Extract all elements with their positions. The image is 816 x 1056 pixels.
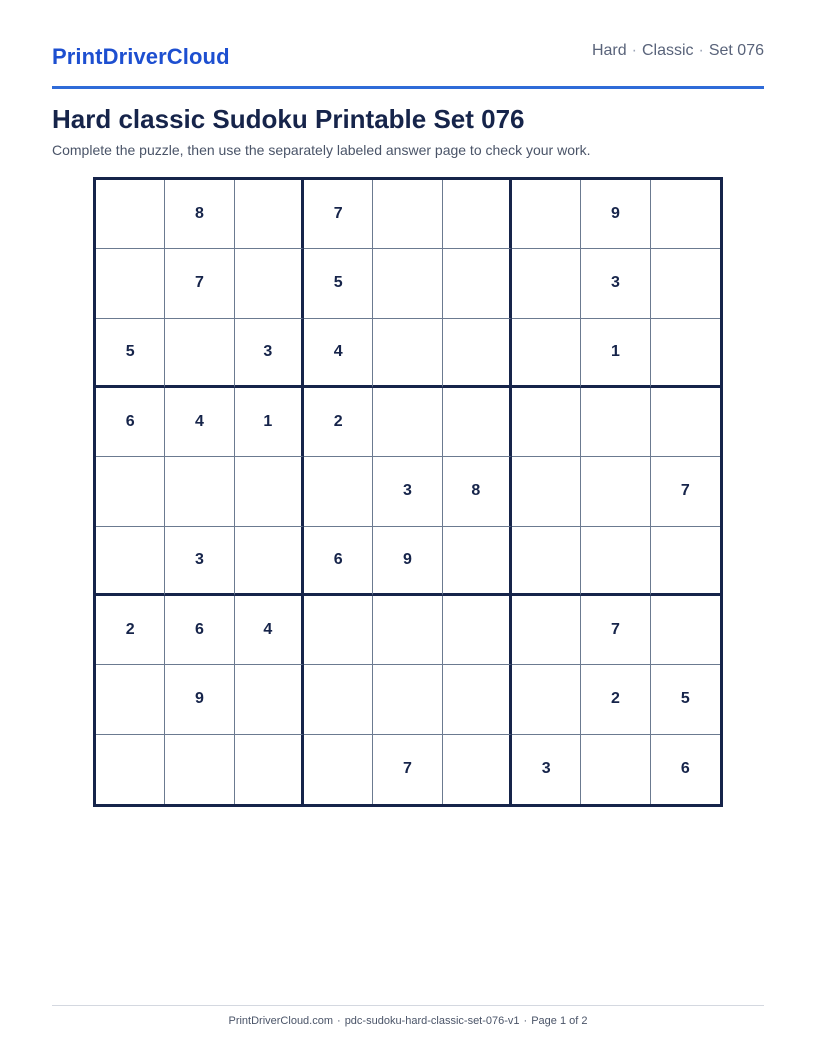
sudoku-cell [235, 665, 304, 734]
sudoku-cell [96, 249, 165, 318]
sudoku-cell: 1 [235, 388, 304, 457]
sudoku-cell: 6 [304, 527, 373, 596]
sudoku-cell [235, 735, 304, 804]
sudoku-cell: 3 [512, 735, 581, 804]
sudoku-cell [443, 596, 512, 665]
sudoku-cell [512, 527, 581, 596]
sudoku-cell [443, 319, 512, 388]
sudoku-cell [651, 388, 720, 457]
sudoku-cell: 7 [165, 249, 234, 318]
crumb-separator: · [698, 42, 704, 59]
footer-page-number: Page 1 of 2 [531, 1015, 588, 1027]
sudoku-cell [96, 527, 165, 596]
sudoku-cell [581, 735, 650, 804]
sudoku-cell [304, 665, 373, 734]
sudoku-cell: 9 [581, 180, 650, 249]
sudoku-cell: 5 [304, 249, 373, 318]
sudoku-cell [304, 596, 373, 665]
brand-logo-text: PrintDriverCloud [52, 44, 230, 69]
sudoku-cell [512, 180, 581, 249]
sudoku-cell: 2 [304, 388, 373, 457]
sudoku-cell: 5 [651, 665, 720, 734]
sudoku-cell: 6 [165, 596, 234, 665]
sudoku-cell [443, 735, 512, 804]
sudoku-cell [651, 596, 720, 665]
sudoku-cell: 3 [165, 527, 234, 596]
sudoku-cell: 4 [304, 319, 373, 388]
page-title: Hard classic Sudoku Printable Set 076 [52, 104, 525, 134]
sudoku-cell [512, 596, 581, 665]
sudoku-cell [443, 180, 512, 249]
sudoku-cell [443, 665, 512, 734]
sudoku-cell [373, 388, 442, 457]
sudoku-cell [165, 457, 234, 526]
sudoku-cell: 8 [165, 180, 234, 249]
page-header [52, 40, 764, 89]
sudoku-cell [651, 319, 720, 388]
sudoku-cell: 7 [373, 735, 442, 804]
sudoku-cell [235, 527, 304, 596]
sudoku-cell [96, 180, 165, 249]
sudoku-cell [96, 665, 165, 734]
sudoku-cell [165, 735, 234, 804]
sudoku-cell: 3 [581, 249, 650, 318]
footer-separator: · [337, 1015, 341, 1027]
sudoku-cell [373, 180, 442, 249]
sudoku-cell: 7 [304, 180, 373, 249]
sudoku-cell [373, 665, 442, 734]
sudoku-cell: 7 [581, 596, 650, 665]
sudoku-cell: 4 [165, 388, 234, 457]
sudoku-cell: 9 [165, 665, 234, 734]
sudoku-cell [235, 249, 304, 318]
crumb-variant: Classic [641, 42, 694, 59]
sudoku-cell: 5 [96, 319, 165, 388]
sudoku-cell [512, 319, 581, 388]
sudoku-cell [373, 249, 442, 318]
sudoku-cell [235, 180, 304, 249]
sudoku-cell: 3 [235, 319, 304, 388]
sudoku-cell [373, 319, 442, 388]
sudoku-cell [235, 457, 304, 526]
footer-separator: · [523, 1015, 528, 1027]
sudoku-cell [512, 457, 581, 526]
sudoku-cell [512, 665, 581, 734]
sudoku-cell [581, 457, 650, 526]
sudoku-cell [512, 388, 581, 457]
sudoku-cell [581, 388, 650, 457]
sudoku-cell [96, 735, 165, 804]
sudoku-cell: 7 [651, 457, 720, 526]
crumb-set: Set 076 [708, 42, 764, 59]
sudoku-cell: 9 [373, 527, 442, 596]
sudoku-cell: 8 [443, 457, 512, 526]
page-footer [52, 1005, 764, 1027]
page-subtitle: Complete the puzzle, then use the separately labeled answer page to check your work. [52, 142, 591, 158]
sudoku-cell [373, 596, 442, 665]
sudoku-cell [165, 319, 234, 388]
sudoku-cell: 6 [680, 760, 690, 778]
sudoku-grid [93, 177, 723, 807]
sudoku-cell [443, 388, 512, 457]
sudoku-cell [651, 527, 720, 596]
sudoku-cell [651, 180, 720, 249]
sudoku-cell [651, 249, 720, 318]
sudoku-cell [443, 249, 512, 318]
crumb-separator: · [631, 42, 637, 59]
sudoku-cell: 4 [235, 596, 304, 665]
sudoku-cell [443, 527, 512, 596]
footer-site: PrintDriverCloud.com [228, 1015, 334, 1027]
sudoku-cell [304, 457, 373, 526]
sudoku-cell: 2 [96, 596, 165, 665]
sudoku-cell: 6 [96, 388, 165, 457]
sudoku-cell [512, 249, 581, 318]
sudoku-cell [304, 735, 373, 804]
footer-doc-id: pdc-sudoku-hard-classic-set-076-v1 [344, 1015, 520, 1027]
sudoku-cell [96, 457, 165, 526]
sudoku-cell: 2 [581, 665, 650, 734]
breadcrumb [592, 42, 764, 60]
sudoku-cell [581, 527, 650, 596]
sudoku-cell: 1 [581, 319, 650, 388]
sudoku-cell: 3 [373, 457, 442, 526]
crumb-difficulty: Hard [591, 42, 627, 59]
